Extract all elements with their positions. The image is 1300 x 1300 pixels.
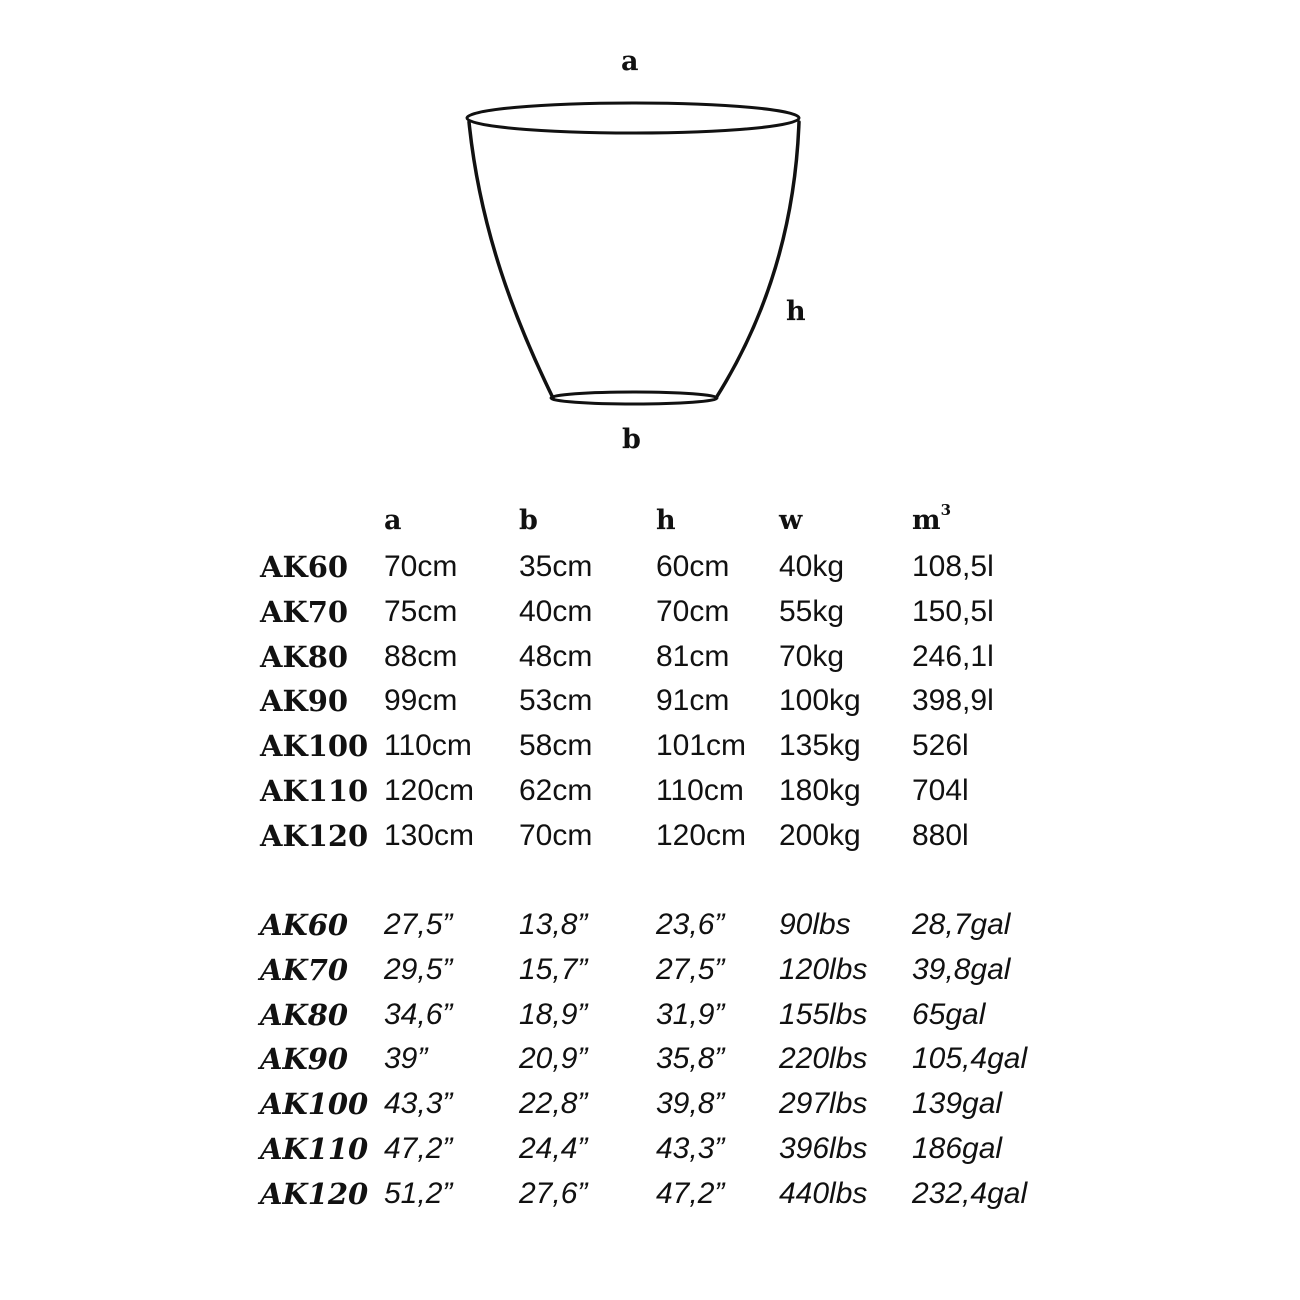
spec-value: 70cm xyxy=(519,818,593,852)
header-w: w xyxy=(779,505,803,536)
spec-value: 108,5l xyxy=(912,550,994,583)
diagram-label-h: h xyxy=(786,296,806,327)
model-name: AK100 xyxy=(260,729,369,764)
spec-value: 13,8” xyxy=(519,908,588,941)
spec-value: 704l xyxy=(912,774,969,807)
spec-value: 105,4gal xyxy=(912,1042,1028,1076)
spec-value: 526l xyxy=(912,729,969,763)
pot-rim xyxy=(467,103,799,133)
spec-value: 70kg xyxy=(779,639,845,673)
header-m-superscript: 3 xyxy=(940,501,952,519)
spec-value: 90lbs xyxy=(779,908,851,941)
spec-value: 232,4gal xyxy=(912,1176,1028,1210)
spec-value: 120cm xyxy=(384,774,475,807)
spec-value: 120lbs xyxy=(779,952,868,986)
header-m: $m^3$ xyxy=(912,501,952,536)
spec-value: 130cm xyxy=(384,818,475,852)
pot-left-wall xyxy=(469,122,553,398)
diagram-label-a: a xyxy=(621,46,639,77)
model-name: AK100 xyxy=(260,1087,369,1122)
spec-value: 47,2” xyxy=(656,1176,725,1210)
spec-value: 398,9l xyxy=(912,684,994,718)
spec-value: 39,8gal xyxy=(912,952,1011,986)
spec-value: 39,8” xyxy=(656,1087,725,1121)
spec-value: 53cm xyxy=(519,684,593,718)
pot-sketch xyxy=(0,0,1300,470)
spec-value: 24,4” xyxy=(519,1132,588,1165)
spec-value: 70cm xyxy=(656,594,730,628)
spec-value: 55kg xyxy=(779,594,845,628)
model-name: AK90 xyxy=(260,1042,349,1077)
spec-value: 100kg xyxy=(779,684,861,718)
spec-value: 246,1l xyxy=(912,639,994,673)
spec-value: 81cm xyxy=(656,639,730,673)
header-b: b xyxy=(519,505,538,536)
spec-value: 150,5l xyxy=(912,594,994,628)
spec-value: 88cm xyxy=(384,639,458,673)
model-name: AK120 xyxy=(260,1176,369,1211)
spec-value: 180kg xyxy=(779,774,861,807)
spec-value: 47,2” xyxy=(384,1132,453,1165)
spec-value: 880l xyxy=(912,818,969,852)
spec-value: 40kg xyxy=(779,550,845,583)
spec-value: 91cm xyxy=(656,684,730,718)
spec-value: 39” xyxy=(384,1042,428,1076)
pot-right-wall xyxy=(716,122,799,398)
diagram-label-b: b xyxy=(622,424,641,455)
spec-value: 60cm xyxy=(656,550,730,583)
spec-value: 27,6” xyxy=(519,1176,588,1210)
spec-value: 34,6” xyxy=(384,997,453,1031)
header-h: h xyxy=(656,505,676,536)
spec-value: 101cm xyxy=(656,729,747,763)
header-a: a xyxy=(384,505,402,536)
model-name: AK110 xyxy=(260,774,369,808)
model-name: AK70 xyxy=(260,952,349,987)
spec-value: 20,9” xyxy=(519,1042,588,1076)
spec-value: 51,2” xyxy=(384,1176,453,1210)
spec-value: 27,5” xyxy=(384,908,453,941)
spec-value: 43,3” xyxy=(384,1087,453,1121)
spec-value: 110cm xyxy=(656,774,744,807)
model-name: AK60 xyxy=(260,550,349,584)
spec-value: 70cm xyxy=(384,550,458,583)
spec-value: 40cm xyxy=(519,594,593,628)
spec-value: 440lbs xyxy=(779,1176,868,1210)
spec-value: 18,9” xyxy=(519,997,588,1031)
model-name: AK110 xyxy=(260,1132,369,1166)
spec-value: 28,7gal xyxy=(912,908,1011,941)
spec-value: 22,8” xyxy=(519,1087,588,1121)
spec-value: 43,3” xyxy=(656,1132,725,1165)
model-name: AK70 xyxy=(260,594,349,629)
model-name: AK90 xyxy=(260,684,349,719)
spec-value: 31,9” xyxy=(656,997,725,1031)
spec-value: 15,7” xyxy=(519,952,588,986)
pot-diagram xyxy=(0,0,1300,470)
spec-value: 35cm xyxy=(519,550,593,583)
spec-value: 27,5” xyxy=(656,952,725,986)
spec-value: 99cm xyxy=(384,684,458,718)
spec-value: 58cm xyxy=(519,729,593,763)
spec-value: 48cm xyxy=(519,639,593,673)
spec-value: 220lbs xyxy=(779,1042,868,1076)
spec-value: 155lbs xyxy=(779,997,868,1031)
spec-value: 135kg xyxy=(779,729,861,763)
spec-value: 297lbs xyxy=(779,1087,868,1121)
spec-value: 23,6” xyxy=(656,908,725,941)
model-name: AK60 xyxy=(260,908,349,942)
spec-value: 75cm xyxy=(384,594,458,628)
spec-value: 186gal xyxy=(912,1132,1003,1165)
spec-value: 120cm xyxy=(656,818,747,852)
spec-value: 139gal xyxy=(912,1087,1003,1121)
spec-value: 110cm xyxy=(384,729,472,763)
model-name: AK80 xyxy=(260,997,349,1032)
spec-value: 62cm xyxy=(519,774,593,807)
spec-value: 200kg xyxy=(779,818,861,852)
spec-value: 35,8” xyxy=(656,1042,725,1076)
pot-base xyxy=(551,392,717,404)
spec-value: 396lbs xyxy=(779,1132,868,1165)
model-name: AK80 xyxy=(260,639,349,674)
spec-value: 65gal xyxy=(912,997,986,1031)
model-name: AK120 xyxy=(260,818,369,853)
spec-value: 29,5” xyxy=(384,952,453,986)
